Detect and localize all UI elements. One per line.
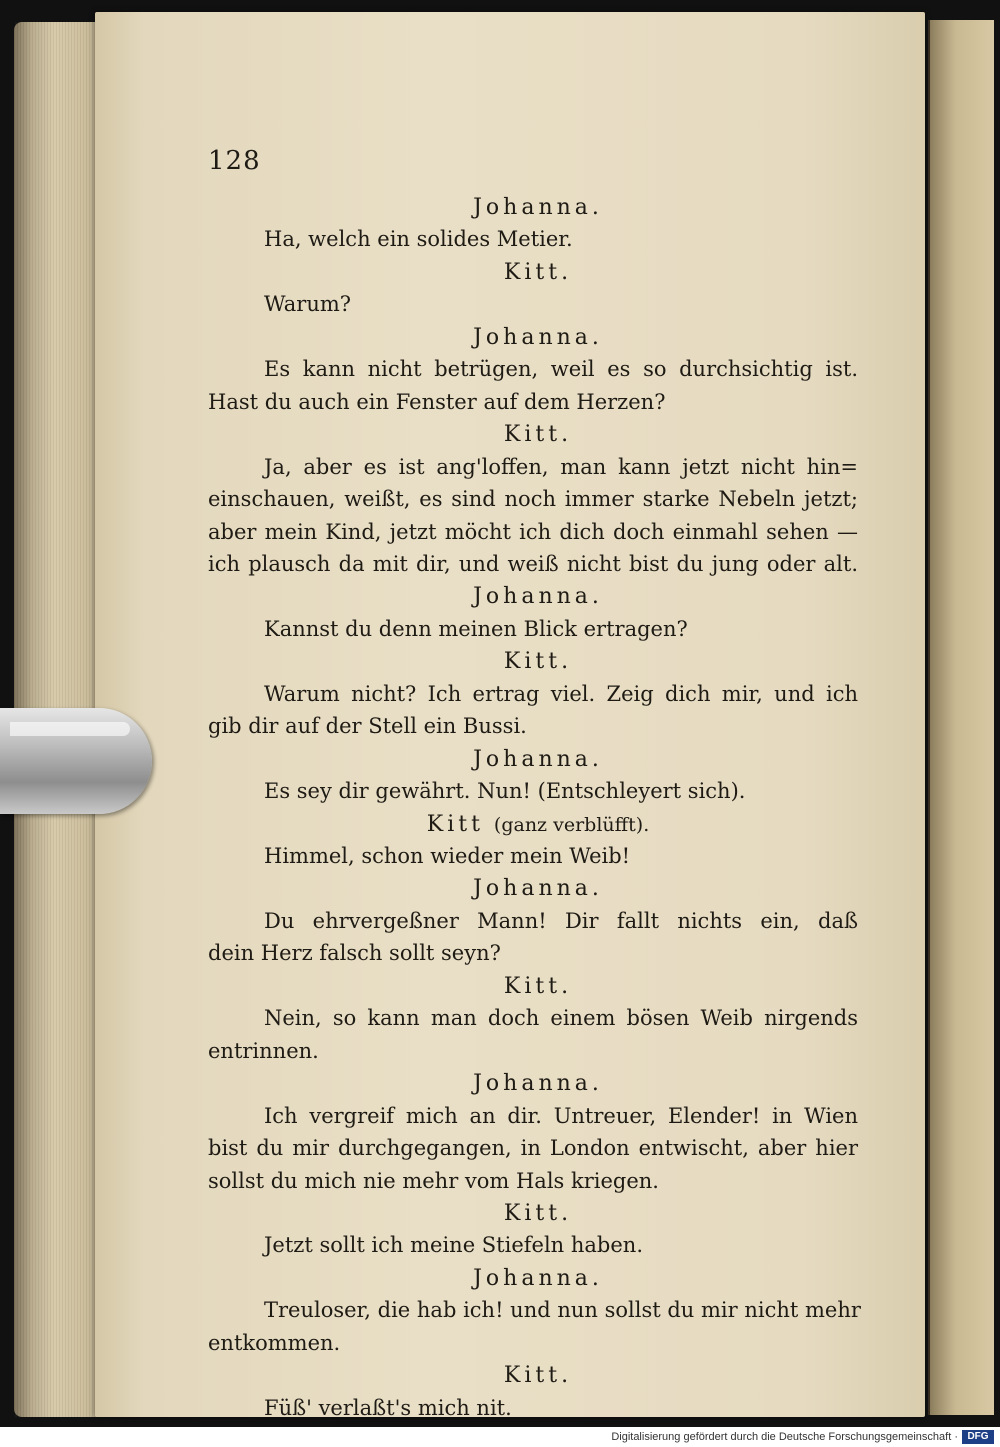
speaker-label: Kitt. xyxy=(503,1200,573,1226)
speaker-label: Kitt. xyxy=(503,649,573,675)
speaker-label: Kitt. xyxy=(503,973,573,999)
dialog-line: Nein, so kann man doch einem bösen Weib nirgends xyxy=(264,1006,858,1031)
dialog-line: Ha, welch ein solides Metier. xyxy=(264,227,573,252)
digitization-credit: Digitalisierung gefördert durch die Deutsche Forschungsgemeinschaft · xyxy=(611,1431,958,1443)
speaker-label: Johanna. xyxy=(473,324,603,350)
dialog-continuation: bist du mir durchgegangen, in London entwischt, aber hier xyxy=(208,1136,858,1161)
stage-direction: (ganz verblüfft). xyxy=(493,813,650,836)
speaker-name xyxy=(208,974,868,999)
dialog-continuation: entkommen. xyxy=(208,1330,341,1355)
dialog-line: Himmel, schon wieder mein Weib! xyxy=(264,844,631,868)
dialog-line: Treuloser, die hab ich! und nun sollst du mir nicht mehr xyxy=(264,1298,861,1323)
speaker-name xyxy=(208,325,868,350)
speaker-label: Johanna. xyxy=(473,1071,603,1097)
dialog-line: Ja, aber es ist ang'loffen, man kann jetzt nicht hin= xyxy=(264,454,858,479)
speaker-name xyxy=(208,422,868,447)
speaker-label: Johanna. xyxy=(473,1265,603,1291)
dialog-continuation: aber mein Kind, jetzt möcht ich dich doch einmahl sehen — xyxy=(208,519,858,544)
page-clip xyxy=(0,708,152,814)
page-number: 128 xyxy=(208,146,261,176)
dialog-line: Es kann nicht betrügen, weil es so durchsichtig ist. xyxy=(264,357,858,382)
facing-page-edge xyxy=(928,20,994,1415)
speaker-name xyxy=(208,1363,868,1388)
dialog-line: Warum? xyxy=(264,292,352,317)
speaker-name xyxy=(208,260,868,285)
speaker-name xyxy=(208,747,868,772)
speaker-name xyxy=(208,649,868,674)
dialog-continuation: entrinnen. xyxy=(208,1038,319,1063)
dialog-line: Jetzt sollt ich meine Stiefeln haben. xyxy=(264,1233,643,1258)
speaker-label: Kitt. xyxy=(503,422,573,448)
dialog-line: Füß' verlaßt's mich nit. xyxy=(264,1395,512,1420)
speaker-label: Johanna. xyxy=(473,584,603,610)
dialog-line: Es sey dir gewährt. Nun! (Entschleyert sich). xyxy=(264,779,746,804)
speaker-label: Johanna. xyxy=(473,746,603,772)
dialog-continuation: ich plausch da mit dir, und weiß nicht bist du jung oder alt. xyxy=(208,551,858,576)
dialog-line: Kannst du denn meinen Blick ertragen? xyxy=(264,616,688,641)
speaker-name xyxy=(208,195,868,220)
speaker-label: Kitt. xyxy=(503,1363,573,1389)
speaker-name xyxy=(208,1266,868,1291)
speaker-name xyxy=(208,876,868,901)
speaker-name xyxy=(208,584,868,609)
speaker-name xyxy=(208,812,868,837)
speaker-label: Kitt. xyxy=(503,259,573,285)
dialog-continuation: sollst du mich nie mehr vom Hals kriegen. xyxy=(208,1168,659,1193)
speaker-label: Johanna. xyxy=(473,876,603,902)
dialog-continuation: dein Herz falsch sollt seyn? xyxy=(208,941,501,966)
speaker-name xyxy=(208,1201,868,1226)
speaker-name xyxy=(208,1071,868,1096)
speaker-label: Kitt xyxy=(426,811,484,837)
speaker-label: Johanna. xyxy=(473,195,603,220)
dialog-continuation: Hast du auch ein Fenster auf dem Herzen? xyxy=(208,389,666,414)
dialog-line: Ich vergreif mich an dir. Untreuer, Elender! in Wien xyxy=(264,1103,858,1128)
dialog-line: Warum nicht? Ich ertrag viel. Zeig dich mir, und ich xyxy=(264,681,858,706)
dfg-logo: DFG xyxy=(962,1430,994,1444)
dialog-continuation: gib dir auf der Stell ein Bussi. xyxy=(208,714,527,739)
dialog-continuation: einschauen, weißt, es sind noch immer starke Nebeln jetzt; xyxy=(208,487,858,512)
dialog-line: Du ehrvergeßner Mann! Dir fallt nichts ein, daß xyxy=(264,908,858,933)
